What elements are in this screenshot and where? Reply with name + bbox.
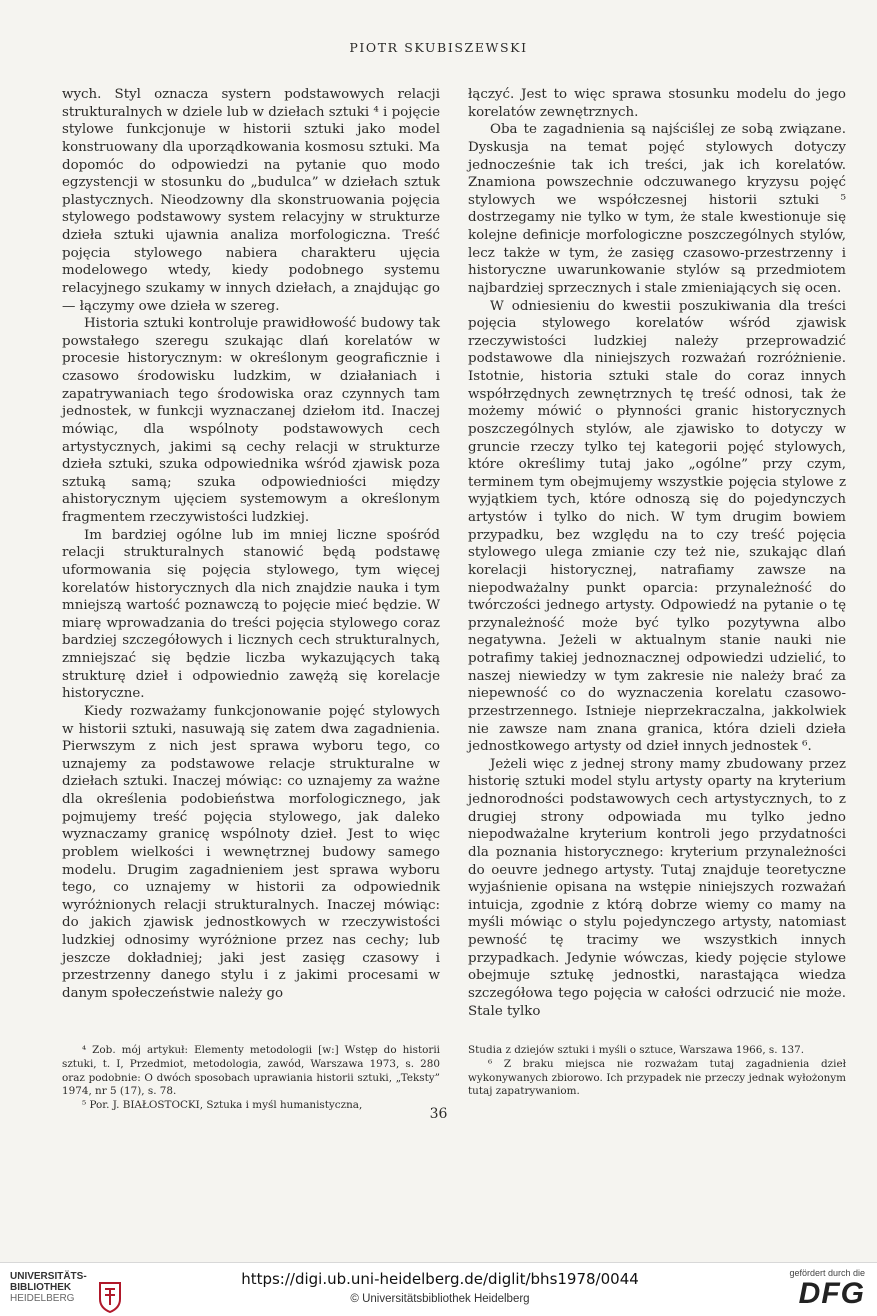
viewer-footer — [0, 1262, 877, 1316]
footnote: ⁶ Z braku miejsca nie rozważam tutaj zagadnienia dzieł wykonywanych zbiorowo. Ich przypadek nie przeczy jednak wyłożonym tutaj zapatrywaniom. — [468, 1057, 846, 1098]
library-shield-icon — [98, 1281, 122, 1313]
paragraph: wych. Styl oznacza systern podstawowych relacji strukturalnych w dziele lub w dziełach sztuki ⁴ i pojęcie stylowe funkcjonuje w historii sztuki jako model konstruowany dla uporządkowania kosmosu sztuki. Ma dopomóc do odpowiedzi na pytanie quo modo egzystencji w stosunku do „budulca” w dziełach sztuk plastycznych. Nieodzowny dla skonstruowania pojęcia stylowego podstawowy system relacyjny w strukturze dzieła sztuki ujawnia analiza morfologiczna. Treść pojęcia stylowego nabiera charakteru ujęcia modelowego wtedy, kiedy podobnego systemu relacyjnego szukamy w innych dziełach, a znajdując go — łączymy owe dzieła w szereg. — [62, 87, 440, 314]
footnote: ⁴ Zob. mój artykuł: Elementy metodologii [w:] Wstęp do historii sztuki, t. I, Przedmiot, metodologia, zawód, Warszawa 1973, s. 280 oraz podobnie: O dwóch sposobach uprawiania historii sztuki, „Teksty” 1974, nr 5 (17), s. 78. — [62, 1044, 440, 1098]
footnotes-left — [62, 1044, 440, 1113]
paragraph: W odniesieniu do kwestii poszukiwania dla treści pojęcia stylowego korelatów wśród zjawisk rzeczywistości ludzkiej należy przeprowadzić podstawowe dla niniejszych rozważań rozróżnienie. Istotnie, historia sztuki stale do coraz innych współrzędnych zewnętrznych tę treść odnosi, tak że możemy mówić o płynności granic historycznych poszczególnych stylów, ale zjawisko to dotyczy w gruncie rzeczy tylko tej kategorii pojęć stylowych, które określimy tutaj jako „ogólne” przy czym, terminem tym obejmujemy wszystkie pojęcia stylowe z wyjątkiem tych, które odnoszą się do pojedynczych artystów i tylko do nich. W tym drugim bowiem przypadku, bez względu na to czy treść pojęcia stylowego ulega zmianie czy też nie, szukając dlań korelacji historycznej, natrafiamy zawsze na niepodważalny punkt oparcia: przynależność do twórczości jednego artysty. Odpowiedź na pytanie o tę przynależność może być tylko pozytywna albo negatywna. Jeżeli w aktualnym stanie nauki nie potrafimy takiej jednoznacznej odpowiedzi udzielić, to naszej niewiedzy w tym zakresie nie należy brać za niepewność co do wyznaczenia korelatu czasowo-przestrzennego. Istnieje nieprzekraczalna, jakkolwiek nie zawsze nam znana granica, która dzieli dzieła jednostkowego artysty od dzieł innych jednostek ⁶. — [468, 298, 846, 755]
library-logo[interactable] — [10, 1271, 120, 1309]
dfg-logo[interactable]: DFG — [798, 1277, 865, 1310]
paragraph: Kiedy rozważamy funkcjonowanie pojęć stylowych w historii sztuki, nasuwają się zatem dwa zagadnienia. Pierwszym z nich jest sprawa wyboru tego, co uznajemy za podstawowe relacje strukturalne w dziełach sztuki. Inaczej mówiąc: co uznajemy za ważne dla określenia podobieństwa morfologicznego, jak pojmujemy treść pojęcia stylowego, jak daleko wyznaczamy granicę wspólnoty dzieł. Jest to więc problem wielkości i wewnętrznej budowy samego modelu. Drugim zagadnieniem jest sprawa wyboru tego, co uznajemy w historii za odpowiednik wyróżnionych relacji strukturalnych. Inaczej mówiąc: do jakich zjawisk jednostkowych w rzeczywistości ludzkiej odnosimy wyróżnione przez nas cechy; lub jeszcze dokładniej; jaki jest zasięg czasowy i przestrzenny danego stylu i z jakimi procesami w danym społeczeństwie należy go — [62, 703, 440, 1001]
funding-note: gefördert durch die — [789, 1268, 865, 1278]
copyright-notice: © Universitätsbibliothek Heidelberg — [350, 1293, 530, 1305]
running-header: PIOTR SKUBISZEWSKI — [349, 40, 528, 55]
paragraph: Oba te zagadnienia są najściślej ze sobą związane. Dyskusja na temat pojęć stylowych dotyczy jednocześnie tak ich treści, jak ich korelatów. Znamiona powszechnie odczuwanego kryzysu pojęć stylowych we współczesnej historii sztuki ⁵ dostrzegamy nie tylko w tym, że stale kwestionuje się kolejne definicje morfologiczne poszczególnych stylów, lecz także w tym, że zasięg czasowo-przestrzenny i historyczne uwarunkowanie stylów są przedmiotem najbardziej sprzecznych i stale zmieniających się ocen. — [468, 122, 846, 296]
paragraph: łączyć. Jest to więc sprawa stosunku modelu do jego korelatów zewnętrznych. — [468, 87, 846, 120]
logo-line: BIBLIOTHEK — [10, 1282, 72, 1293]
paragraph: Jeżeli więc z jednej strony mamy zbudowany przez historię sztuki model stylu artysty oparty na kryterium jednorodności podstawowych cech artystycznych, to z drugiej strony odpowiada mu tylko jedno niepodważalne kryterium kontroli jego przydatności dla poznania historycznego: kryterium przynależności do oeuvre jednego artysty. Tutaj znajduje teoretyczne wyjaśnienie opisana na wstępie niniejszych rozważań intuicja, zgodnie z którą dobrze wiemy co mamy na myśli mówiąc o stylu pojedynczego artysty, natomiast pewność tę tracimy we wszystkich innych przypadkach. Jedynie wówczas, kiedy pojęcie stylowe obejmuje sztukę jednostki, narastająca wiedza szczegółowa tego pojęcia w całości odrzucić nie może. Stale tylko — [468, 756, 846, 1019]
footnote: ⁵ Por. J. BIAŁOSTOCKI, Sztuka i myśl humanistyczna, — [82, 1099, 363, 1112]
left-column — [62, 86, 440, 1003]
logo-line: UNIVERSITÄTS- — [10, 1271, 87, 1282]
logo-line: HEIDELBERG — [10, 1293, 75, 1304]
paragraph: Historia sztuki kontroluje prawidłowość budowy tak powstałego szeregu szukając dlań korelatów w procesie historycznym: w określonym geograficznie i czasowo środowisku ludzkim, w działaniach i zapatrywaniach tego środowiska oraz czynnych tam jednostek, w funkcji wyznaczanej dziełom itd. Inaczej mówiąc, dla wspólnoty podstawowych cech artystycznych, jakimi są cechy relacji w strukturze dzieła sztuki, szuka odpowiednika wśród zjawisk poza sztuką samą; szuka odpowiedniości między ahistorycznym ujęciem systemowym a określonym fragmentem rzeczywistości ludzkiej. — [62, 316, 440, 525]
paragraph: Im bardziej ogólne lub im mniej liczne spośród relacji strukturalnych stanowić będą podstawę uformowania się pojęcia stylowego, tym więcej korelatów historycznych dla nich znajdzie nauka i tym mniejszą wartość poznawczą to pojęcie mieć będzie. W miarę wprowadzania do treści pojęcia stylowego coraz bardziej szczegółowych i licznych cech strukturalnych, zmniejszać się będzie liczba wykazujących taką strukturę dzieł i odpowiednio zawężą się korelacje historyczne. — [62, 527, 440, 702]
permalink-url[interactable]: https://digi.ub.uni-heidelberg.de/diglit/bhs1978/0044 — [241, 1270, 639, 1288]
right-column — [468, 86, 846, 1020]
footnote: Studia z dziejów sztuki i myśli o sztuce, Warszawa 1966, s. 137. — [468, 1044, 804, 1056]
footnotes-right — [468, 1044, 846, 1099]
page-number: 36 — [429, 1106, 448, 1122]
